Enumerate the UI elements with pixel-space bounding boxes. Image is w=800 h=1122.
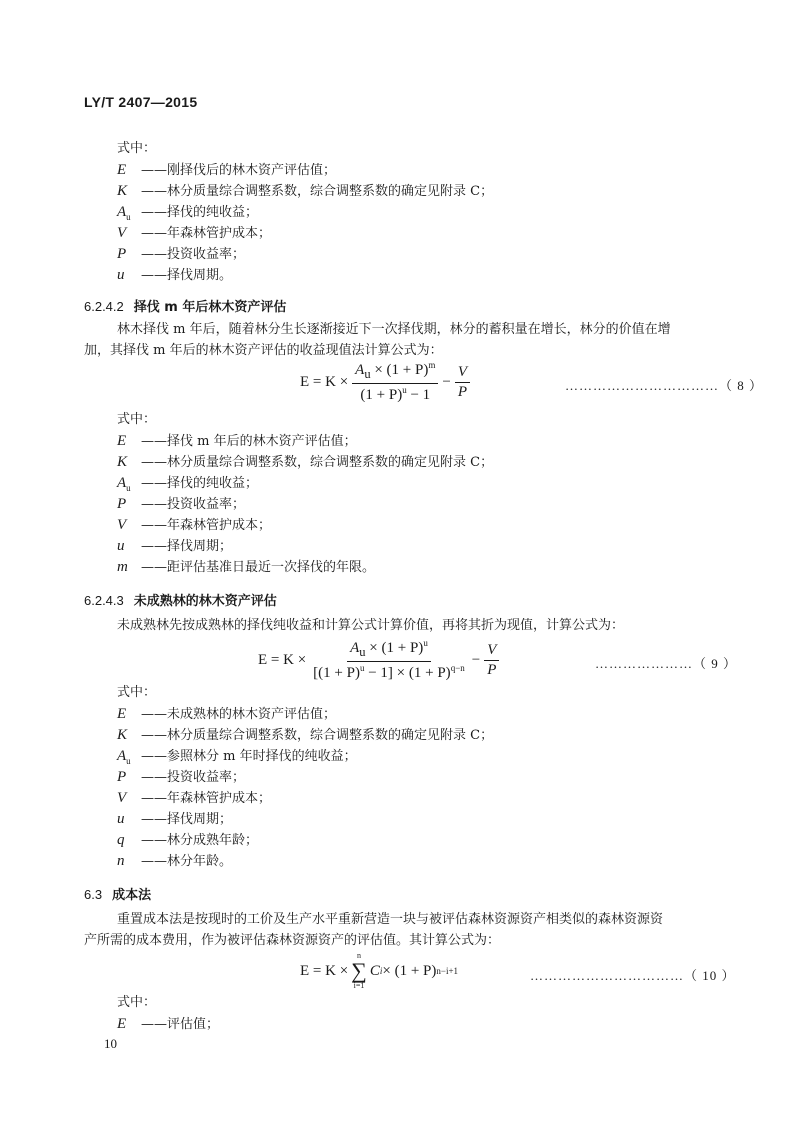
definition-row: n ——林分年龄。 [117, 853, 233, 869]
paragraph: 重置成本法是按现时的工价及生产水平重新营造一块与被评估森林资源资产相类似的森林资源资 [117, 912, 664, 927]
where-label: 式中： [117, 141, 157, 156]
definition-row: E ——未成熟林的林木资产评估值； [117, 706, 337, 722]
paragraph: 林木择伐 m 年后，随着林分生长逐渐接近下一次择伐期，林分的蓄积量在增长，林分的价值在增 [117, 322, 671, 337]
definition-row: u ——择伐周期； [117, 538, 233, 554]
definition-row: E ——刚择伐后的林木资产评估值； [117, 162, 337, 178]
definition-row: $A_u$ ——择伐的纯收益； [117, 475, 259, 493]
where-label: 式中： [117, 412, 157, 427]
paragraph: 产所需的成本费用，作为被评估森林资源资产的评估值。其计算公式为： [84, 933, 501, 948]
definition-row: q ——林分成熟年龄； [117, 832, 259, 848]
section-heading-63: 6.3 成本法 [84, 887, 152, 903]
page-number: 10 [104, 1036, 117, 1051]
formula-10: E = K × n ∑ i=1 C i × (1 + P) n−i+1 [300, 951, 459, 990]
definition-row: u ——择伐周期。 [117, 267, 233, 283]
where-label: 式中： [117, 685, 157, 700]
definition-row: P ——投资收益率； [117, 769, 246, 785]
paragraph: 加，其择伐 m 年后的林木资产评估的收益现值法计算公式为： [84, 343, 443, 358]
equation-number-9: …………………（ 9 ） [595, 656, 738, 671]
paragraph: 未成熟林先按成熟林的择伐纯收益和计算公式计算价值，再将其折为现值，计算公式为： [117, 618, 625, 633]
definition-row: P ——投资收益率； [117, 246, 246, 262]
definition-row: m ——距评估基准日最近一次择伐的年限。 [117, 559, 376, 575]
definition-row: E ——择伐 m 年后的林木资产评估值； [117, 433, 357, 449]
standard-code-header: LY/T 2407—2015 [84, 94, 198, 110]
definition-row: K ——林分质量综合调整系数，综合调整系数的确定见附录 C； [117, 454, 494, 470]
formula-8: E = K × $\frac{A_u \times (1 + P)^m}{(1 + P)^u - 1}$ − $\frac{V}{P}$ [300, 360, 474, 404]
definition-row: $A_u$ ——参照林分 m 年时择伐的纯收益； [117, 748, 357, 766]
definition-row: V ——年森林管护成本； [117, 790, 272, 806]
definition-row: K ——林分质量综合调整系数，综合调整系数的确定见附录 C； [117, 727, 494, 743]
definition-row: V ——年森林管护成本； [117, 517, 272, 533]
equation-number-10: ……………………………（ 10 ） [530, 968, 736, 983]
definition-row: $A_u$ ——择伐的纯收益； [117, 204, 259, 222]
definition-row: u ——择伐周期； [117, 811, 233, 827]
where-label: 式中： [117, 995, 157, 1010]
definition-row: E ——评估值； [117, 1016, 220, 1032]
equation-number-8: ……………………………（ 8 ） [565, 378, 764, 393]
definition-row: P ——投资收益率； [117, 496, 246, 512]
definition-row: K ——林分质量综合调整系数，综合调整系数的确定见附录 C； [117, 183, 494, 199]
definition-row: V ——年森林管护成本； [117, 225, 272, 241]
formula-9: E = K × $\frac{A_u \times (1 + P)^u}{[(1 + P)^u - 1] \times (1 + P)^{q-n}}$ − $\frac{V}{P}$ [258, 638, 503, 682]
section-heading-6242: 6.2.4.2 择伐 m 年后林木资产评估 [84, 299, 287, 315]
section-heading-6243: 6.2.4.3 未成熟林的林木资产评估 [84, 593, 277, 609]
